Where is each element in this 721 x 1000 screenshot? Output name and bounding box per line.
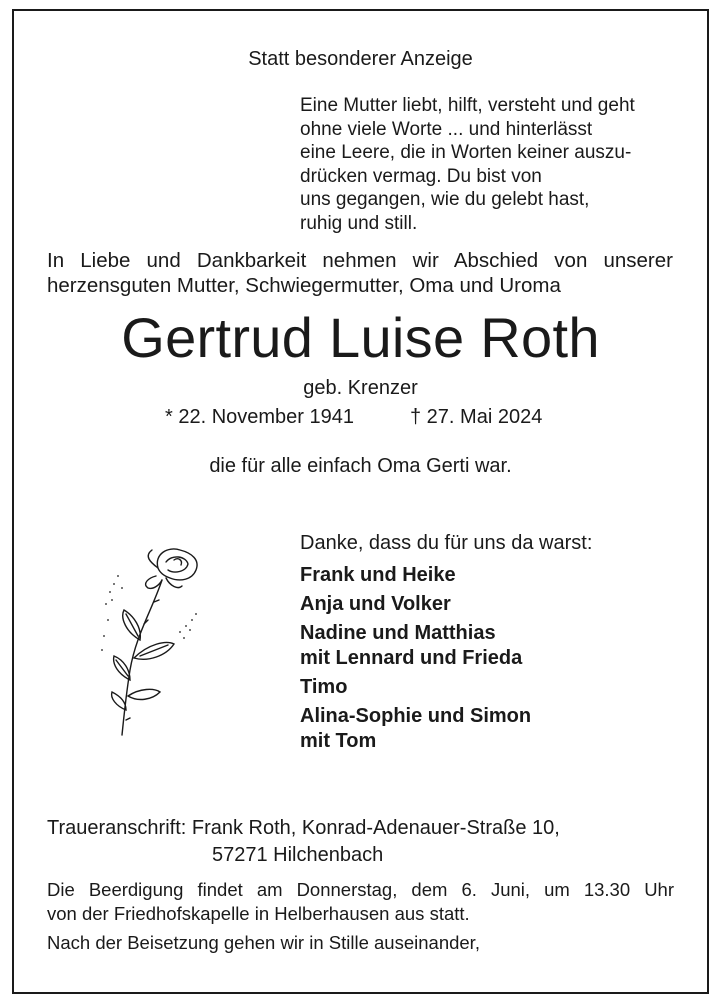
poem-line: drücken vermag. Du bist von: [300, 165, 542, 187]
family-list: [300, 563, 531, 758]
mourning-address: [47, 815, 560, 869]
family-member: mit Lennard und Frieda: [300, 647, 523, 669]
family-member: Timo: [300, 676, 348, 698]
family-member: mit Tom: [300, 730, 377, 752]
poem-line: uns gegangen, wie du gelebt hast,: [300, 189, 590, 210]
rose-icon: [96, 540, 208, 740]
poem-line: eine Leere, die in Worten keiner auszu-: [300, 142, 632, 163]
thanks-line: Danke, dass du für uns da warst:: [300, 532, 593, 554]
intro-text: [47, 248, 673, 298]
poem-line: Eine Mutter liebt, hilft, versteht und geht: [300, 95, 635, 116]
death-date: † 27. Mai 2024: [410, 406, 543, 428]
family-group: [300, 563, 531, 588]
notice-header: Statt besonderer Anzeige: [248, 48, 473, 70]
address-line: 57271 Hilchenbach: [212, 844, 384, 866]
deceased-name: Gertrud Luise Roth: [121, 306, 600, 369]
family-group: [300, 592, 531, 617]
funeral-line: von der Friedhofskapelle in Helberhausen aus statt.: [47, 903, 470, 924]
family-group: [300, 675, 531, 700]
maiden-name: geb. Krenzer: [303, 377, 418, 399]
closing-line: Nach der Beisetzung gehen wir in Stille auseinander,: [47, 932, 480, 953]
poem-line: ruhig und still.: [300, 212, 418, 234]
funeral-info: [47, 878, 674, 926]
nickname-line: die für alle einfach Oma Gerti war.: [209, 455, 512, 477]
poem-line: ohne viele Worte ... und hinterlässt: [300, 118, 593, 140]
family-member: Alina-Sophie und Simon: [300, 705, 532, 727]
family-member: Anja und Volker: [300, 593, 451, 615]
poem: [300, 94, 635, 235]
intro-line: In Liebe und Dankbarkeit nehmen wir Abschied von unserer: [47, 249, 673, 272]
family-group: [300, 704, 531, 754]
funeral-line: Die Beerdigung findet am Donnerstag, dem 6. Juni, um 13.30 Uhr: [47, 879, 674, 900]
birth-date: * 22. November 1941: [165, 406, 355, 428]
address-line: Traueranschrift: Frank Roth, Konrad-Adenauer-Straße 10,: [47, 817, 560, 839]
family-group: [300, 621, 531, 671]
family-member: Nadine und Matthias: [300, 622, 496, 644]
intro-line: herzensguten Mutter, Schwiegermutter, Oma und Uroma: [47, 274, 561, 297]
family-member: Frank und Heike: [300, 564, 456, 586]
